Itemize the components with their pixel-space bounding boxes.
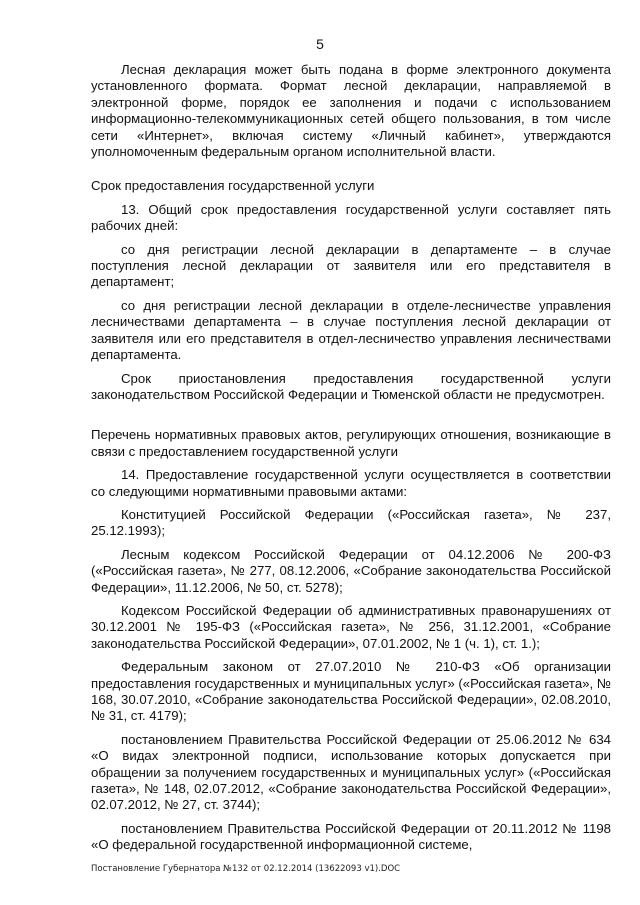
paragraph-suspension: Срок приостановления предоставления государственной услуги законодательством Российской Федерации и Тюменской области не предусмотрен.: [91, 370, 611, 402]
paragraph-term-forestry: со дня регистрации лесной декларации в отделе-лесничестве управления лесничествами департамента – в случае поступления лесной декларации от заявителя или его представителя в отдел-лесничество управления лесничествами департамента.: [91, 297, 611, 363]
page-number: 5: [316, 36, 324, 52]
section-heading-term: Срок предоставления государственной услуги: [91, 178, 375, 194]
paragraph-electronic-declaration: Лесная декларация может быть подана в форме электронного документа установленного формата. Формат лесной декларации, направляемой в электронной форме, порядок ее заполнения и подачи с использованием информационно-телекоммуникационных сетей общего пользования, в том числе сети «Интернет», включая систему «Личный кабинет», утверждаются уполномоченным федеральным органом исполнительной власти.: [91, 62, 611, 160]
legal-act-resolution-634: постановлением Правительства Российской Федерации от 25.06.2012 № 634 «О видах электронной подписи, использование которых допускается при обращении за получением государственных и муниципальных услуг» («Российская газета», № 148, 02.07.2012, «Собрание законодательства Российской Федерации», 02.07.2012, № 27, ст. 3744);: [91, 731, 611, 813]
document-footer: Постановление Губернатора №132 от 02.12.2014 (13622093 v1).DOC: [91, 864, 401, 874]
legal-act-forest-code: Лесным кодексом Российской Федерации от 04.12.2006 № 200-ФЗ («Российская газета», № 277, 08.12.2006, «Собрание законодательства Российской Федерации», 11.12.2006, № 50, ст. 5278);: [91, 546, 611, 595]
document-body: [91, 62, 611, 861]
paragraph-item-14: 14. Предоставление государственной услуги осуществляется в соответствии со следующими нормативными правовыми актами:: [91, 467, 611, 499]
legal-act-constitution: Конституцией Российской Федерации («Российская газета», № 237, 25.12.1993);: [91, 506, 611, 539]
paragraph-term-department: со дня регистрации лесной декларации в департаменте – в случае поступления лесной декларации от заявителя или его представителя в департамент;: [91, 241, 611, 290]
paragraph-item-13: 13. Общий срок предоставления государственной услуги составляет пять рабочих дней:: [91, 201, 611, 234]
legal-act-federal-law-210: Федеральным законом от 27.07.2010 № 210-ФЗ «Об организации предоставления государственных и муниципальных услуг» («Российская газета», № 168, 30.07.2010, «Собрание законодательства Российской Федерации», 02.08.2010, № 31, ст. 4179);: [91, 659, 611, 724]
legal-act-admin-code: Кодексом Российской Федерации об административных правонарушениях от 30.12.2001 № 195-ФЗ («Российская газета», № 256, 31.12.2001, «Собрание законодательства Российской Федерации», 07.01.2002, № 1 (ч. 1), ст. 1.);: [91, 602, 611, 651]
section-heading-legal-acts: Перечень нормативных правовых актов, регулирующих отношения, возникающие в связи с предоставлением государственной услуги: [91, 427, 611, 459]
legal-act-resolution-1198: постановлением Правительства Российской Федерации от 20.11.2012 № 1198 «О федеральной государственной информационной системе,: [91, 820, 611, 853]
